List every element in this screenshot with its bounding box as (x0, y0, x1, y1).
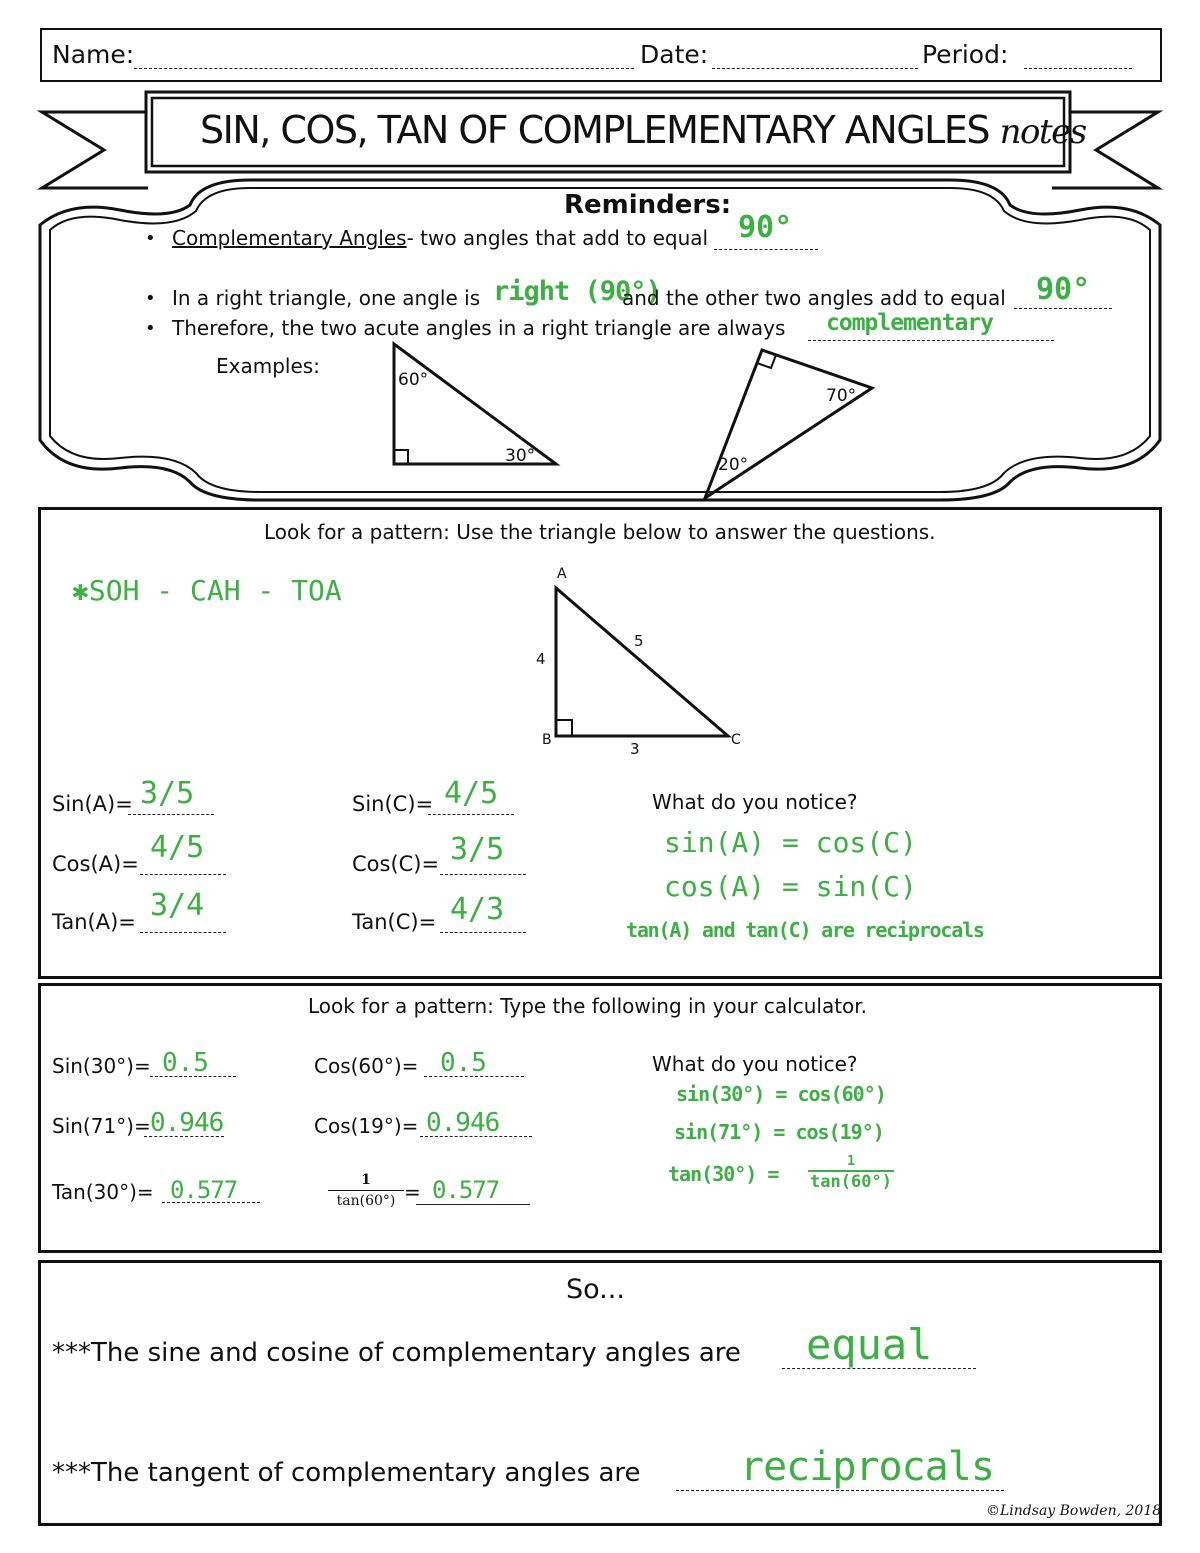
page-title (200, 108, 1086, 152)
sin71-answer: 0.946 (150, 1108, 224, 1138)
tan-c-blank[interactable] (440, 932, 526, 933)
sin-a-label: Sin(A)= (52, 792, 133, 816)
answer-90-1: 90° (738, 210, 793, 245)
examples-label: Examples: (216, 354, 320, 378)
answer-reciprocals: reciprocals (740, 1444, 994, 1490)
example-triangles (0, 330, 1200, 510)
complementary-term: Complementary Angles (172, 226, 407, 250)
sin30-label: Sin(30°)= (52, 1054, 151, 1078)
tri1-angle-a: 60° (398, 370, 429, 390)
reciprocal-equals: = (404, 1180, 421, 1204)
cos60-answer: 0.5 (440, 1048, 487, 1078)
name-label: Name: (52, 40, 135, 69)
notice-label-2: What do you notice? (652, 1052, 858, 1076)
tan-a-answer: 3/4 (150, 888, 205, 923)
bullet: • (145, 318, 156, 339)
notice-frac-den: tan(60°) (810, 1172, 892, 1192)
reminder-line-2b: and the other two angles add to equal (622, 286, 1006, 310)
reminder-line-2a: In a right triangle, one angle is (172, 286, 481, 310)
cos19-answer: 0.946 (426, 1108, 500, 1138)
cos-a-blank[interactable] (140, 874, 226, 875)
tan30-label: Tan(30°)= (52, 1180, 154, 1204)
reminder-line-1 (172, 226, 818, 250)
cos19-label: Cos(19°)= (314, 1114, 419, 1138)
notice-1-line-1: sin(A) = cos(C) (664, 826, 917, 859)
tri1-angle-b: 30° (505, 446, 536, 466)
side-ab: 4 (536, 650, 546, 668)
sin71-label: Sin(71°)= (52, 1114, 151, 1138)
side-bc: 3 (630, 740, 640, 758)
vertex-c: C (731, 732, 741, 748)
vertex-a: A (557, 566, 567, 582)
cos-a-answer: 4/5 (150, 830, 205, 865)
conclusion-line-2: ***The tangent of complementary angles are (52, 1458, 641, 1488)
tan-a-label: Tan(A)= (52, 910, 136, 934)
answer-right-angle: right (90°) (493, 276, 661, 307)
fraction-denominator: tan(60°) (336, 1193, 396, 1209)
side-ac: 5 (634, 632, 644, 650)
sin-c-answer: 4/5 (444, 776, 499, 811)
mnemonic: ✱SOH - CAH - TOA (72, 574, 342, 607)
reciprocal-fraction (328, 1172, 404, 1209)
answer-90-2: 90° (1036, 272, 1091, 307)
sin30-answer: 0.5 (162, 1048, 209, 1078)
notice-1-line-3: tan(A) and tan(C) are reciprocals (626, 918, 984, 942)
reminder-line-3: Therefore, the two acute angles in a right triangle are always (172, 316, 786, 340)
tri2-angle-b: 20° (718, 455, 749, 475)
cos-c-answer: 3/5 (450, 832, 505, 867)
answer-equal: equal (806, 1320, 933, 1369)
section1-instruction: Look for a pattern: Use the triangle below to answer the questions. (264, 520, 936, 544)
reminders-heading: Reminders: (564, 190, 732, 220)
tri2-angle-a: 70° (826, 386, 857, 406)
date-label: Date: (640, 40, 709, 69)
notice-2-line-2: sin(71°) = cos(19°) (674, 1120, 884, 1144)
bullet: • (145, 228, 156, 249)
tan-c-answer: 4/3 (450, 892, 505, 927)
reciprocal-answer: 0.577 (432, 1176, 500, 1204)
period-label: Period: (922, 40, 1009, 69)
notice-2-line-1: sin(30°) = cos(60°) (676, 1082, 886, 1106)
title-main: SIN, COS, TAN OF COMPLEMENTARY ANGLES (200, 108, 989, 152)
sin-a-blank[interactable] (128, 814, 214, 815)
notice-2-fraction (808, 1154, 894, 1192)
cos-a-label: Cos(A)= (52, 852, 139, 876)
answer-complementary: complementary (826, 310, 994, 336)
copyright: ©Lindsay Bowden, 2018 (986, 1503, 1162, 1519)
tan-c-label: Tan(C)= (352, 910, 437, 934)
cos60-label: Cos(60°)= (314, 1054, 419, 1078)
notice-1-line-2: cos(A) = sin(C) (664, 870, 917, 903)
notice-label-1: What do you notice? (652, 790, 858, 814)
cos-c-label: Cos(C)= (352, 852, 440, 876)
fraction-numerator: 1 (328, 1172, 404, 1191)
tan30-answer: 0.577 (170, 1176, 238, 1204)
sin-c-label: Sin(C)= (352, 792, 434, 816)
conclusion-blank-2[interactable] (676, 1490, 1004, 1491)
bullet: • (145, 288, 156, 309)
notice-frac-num: 1 (808, 1154, 894, 1172)
vertex-b: B (542, 732, 552, 748)
conclusion-heading: So... (566, 1274, 625, 1305)
reminder-1-text: - two angles that add to equal (406, 226, 709, 250)
title-suffix: notes (999, 112, 1086, 152)
conclusion-line-1: ***The sine and cosine of complementary angles are (52, 1338, 741, 1368)
cos-c-blank[interactable] (440, 874, 526, 875)
sin-a-answer: 3/5 (140, 776, 195, 811)
answer-blank-2[interactable] (1014, 308, 1112, 309)
reciprocal-blank[interactable] (416, 1204, 530, 1205)
sin-c-blank[interactable] (428, 814, 514, 815)
section2-instruction: Look for a pattern: Type the following in your calculator. (308, 994, 868, 1018)
notice-2-line-3: tan(30°) = (668, 1162, 779, 1186)
tan-a-blank[interactable] (140, 932, 226, 933)
